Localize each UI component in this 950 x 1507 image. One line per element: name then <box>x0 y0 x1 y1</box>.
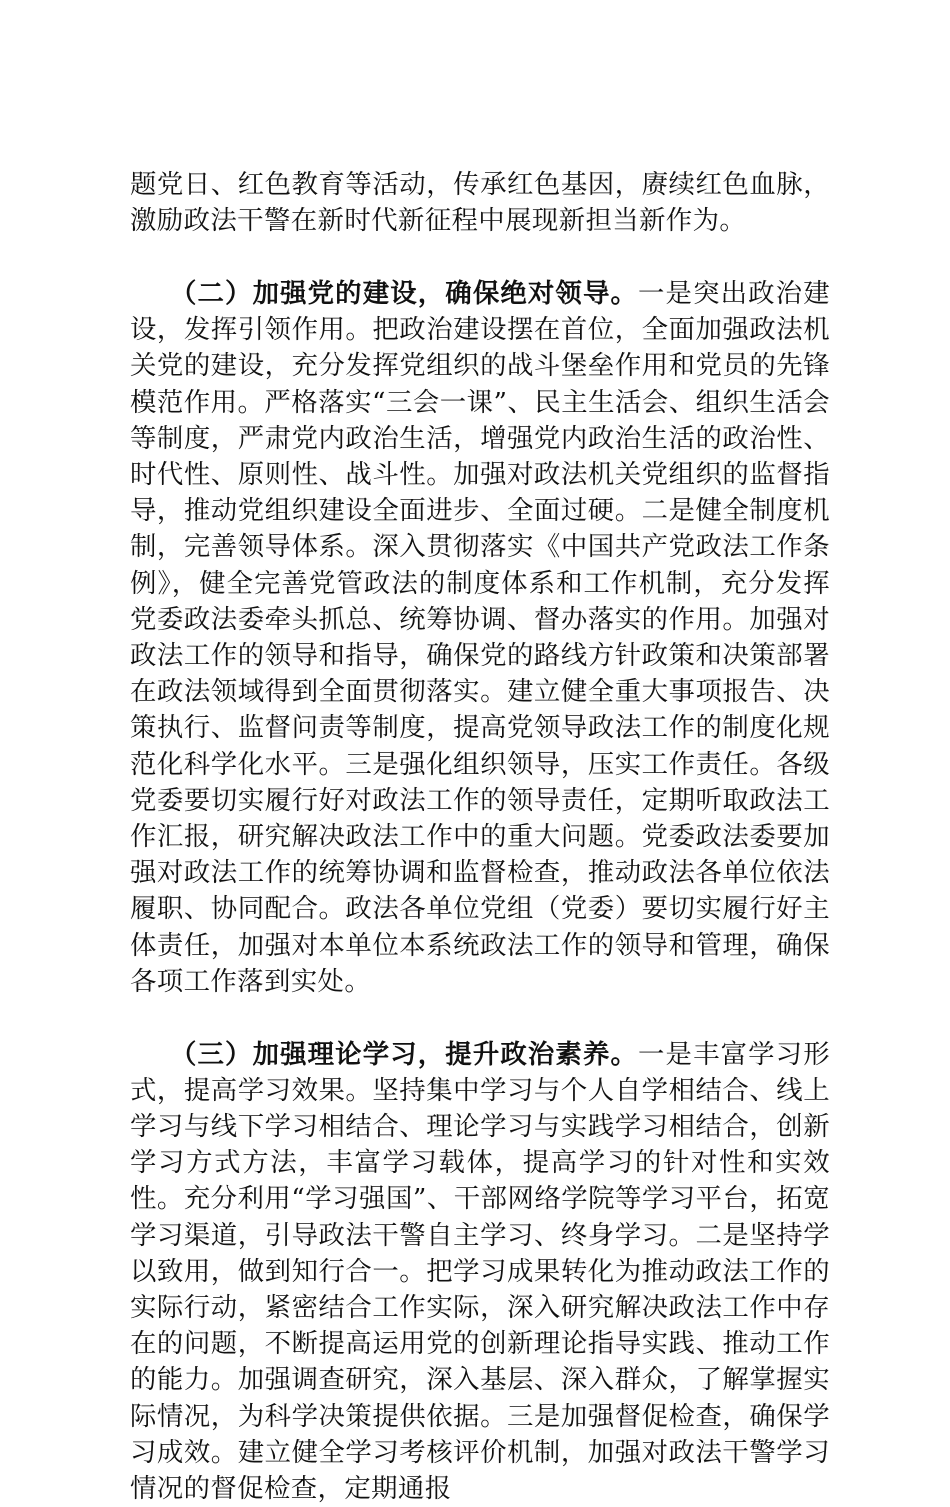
paragraph-body: 题党日、红色教育等活动，传承红色基因，赓续红色血脉，激励政法干警在新时代新征程中展现新担当新作为。 <box>130 169 830 237</box>
paragraph-section-3 <box>130 1037 830 1507</box>
section-heading: （二）加强党的建设，确保绝对领导。 <box>170 278 639 309</box>
paragraph-section-2 <box>130 276 830 1000</box>
paragraph-body: 一是丰富学习形式，提高学习效果。坚持集中学习与个人自学相结合、线上学习与线下学习相结合、理论学习与实践学习相结合，创新学习方式方法，丰富学习载体，提高学习的针对性和实效性。充分利用“学习强国”、干部网络学院等学习平台，拓宽学习渠道，引导政法干警自主学习、终身学习。二是坚持学以致用，做到知行合一。把学习成果转化为推动政法工作的实际行动，紧密结合工作实际，深入研究解决政法工作中存在的问题，不断提高运用党的创新理论指导实践、推动工作的能力。加强调查研究，深入基层、深入群众，了解掌握实际情况，为科学决策提供依据。三是加强督促检查，确保学习成效。建立健全学习考核评价机制，加强对政法干警学习情况的督促检查，定期通报 <box>130 1038 830 1505</box>
document-page <box>130 167 830 1507</box>
section-heading: （三）加强理论学习，提升政治素养。 <box>170 1038 639 1070</box>
paragraph-body: 一是突出政治建设，发挥引领作用。把政治建设摆在首位，全面加强政法机关党的建设，充分发挥党组织的战斗堡垒作用和党员的先锋模范作用。严格落实“三会一课”、民主生活会、组织生活会等制度，严肃党内政治生活，增强党内政治生活的政治性、时代性、原则性、战斗性。加强对政法机关党组织的监督指导，推动党组织建设全面进步、全面过硬。二是健全制度机制，完善领导体系。深入贯彻落实《中国共产党政法工作条例》，健全完善党管政法的制度体系和工作机制，充分发挥党委政法委牵头抓总、统筹协调、督办落实的作用。加强对政法工作的领导和指导，确保党的路线方针政策和决策部署在政法领域得到全面贯彻落实。建立健全重大事项报告、决策执行、监督问责等制度，提高党领导政法工作的制度化规范化科学化水平。三是强化组织领导，压实工作责任。各级党委要切实履行好对政法工作的领导责任，定期听取政法工作汇报，研究解决政法工作中的重大问题。党委政法委要加强对政法工作的统筹协调和监督检查，推动政法各单位依法履职、协同配合。政法各单位党组（党委）要切实履行好主体责任，加强对本单位本系统政法工作的领导和管理，确保各项工作落到实处。 <box>130 278 830 997</box>
paragraph-continuation <box>130 167 830 239</box>
paragraph-gap <box>130 1000 830 1037</box>
paragraph-gap <box>130 239 830 276</box>
